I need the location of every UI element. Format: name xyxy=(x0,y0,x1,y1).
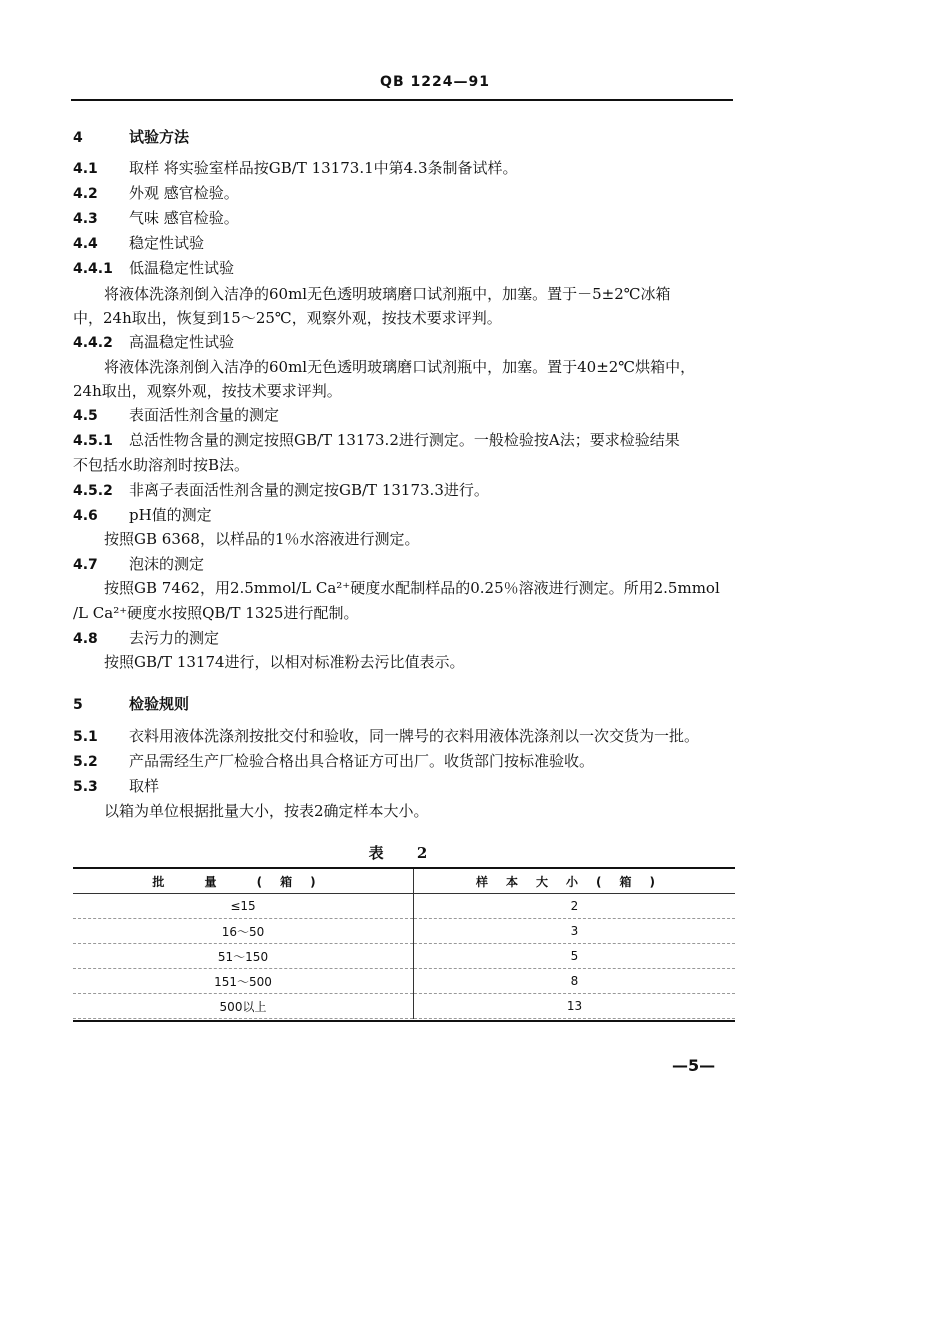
clause-line: 5.1 衣料用液体洗涤剂按批交付和验收，同一牌号的衣料用液体洗涤剂以一次交货为一批。 xyxy=(73,727,700,745)
body-line: 将液体洗涤剂倒入洁净的60ml无色透明玻璃磨口试剂瓶中，加塞。置于－5±2℃冰箱 xyxy=(104,285,671,303)
table-row xyxy=(73,994,735,1019)
table-header-row xyxy=(73,869,735,894)
clause-line: 5.2 产品需经生产厂检验合格出具合格证方可出厂。收货部门按标准验收。 xyxy=(73,752,595,770)
batch-cell: 16～50 xyxy=(73,919,414,944)
batch-cell: 51～150 xyxy=(73,944,414,969)
body-line: 按照GB 7462，用2.5mmol/L Ca²⁺硬度水配制样品的0.25％溶液进行测定。所用2.5mmol xyxy=(104,579,720,597)
body-line: 不包括水助溶剂时按B法。 xyxy=(73,456,250,474)
table-row xyxy=(73,944,735,969)
body-line: 将液体洗涤剂倒入洁净的60ml无色透明玻璃磨口试剂瓶中，加塞。置于40±2℃烘箱中， xyxy=(104,358,696,376)
clause-line: 4.5.1 总活性物含量的测定按照GB/T 13173.2进行测定。一般检验按A法；要求检验结果 xyxy=(73,431,680,449)
section-heading: 5 检验规则 xyxy=(73,695,190,713)
clause-line: 4.1 取样 将实验室样品按GB/T 13173.1中第4.3条制备试样。 xyxy=(73,159,518,177)
clause-line: 4.8 去污力的测定 xyxy=(73,629,220,647)
column-header-batch: 批 量 (箱) xyxy=(73,869,414,894)
batch-cell: 151～500 xyxy=(73,969,414,994)
page-number: —5— xyxy=(672,1056,716,1075)
standard-code: QB 1224—91 xyxy=(380,74,490,90)
body-line: 以箱为单位根据批量大小，按表2确定样本大小。 xyxy=(104,802,429,820)
body-line: 按照GB/T 13174进行，以相对标准粉去污比值表示。 xyxy=(104,653,465,671)
body-line: 按照GB 6368，以样品的1％水溶液进行测定。 xyxy=(104,530,420,548)
body-line: /L Ca²⁺硬度水按照QB/T 1325进行配制。 xyxy=(73,604,359,622)
clause-line: 4.5.2 非离子表面活性剂含量的测定按GB/T 13173.3进行。 xyxy=(73,481,489,499)
body-line: 24h取出，观察外观，按技术要求评判。 xyxy=(73,382,342,400)
section-heading: 4 试验方法 xyxy=(73,128,190,146)
column-header-sample: 样本大小(箱) xyxy=(414,869,736,894)
clause-line: 4.2 外观 感官检验。 xyxy=(73,184,239,202)
clause-line: 4.5 表面活性剂含量的测定 xyxy=(73,406,280,424)
table-caption: 表 2 xyxy=(368,844,442,862)
clause-line: 4.7 泡沫的测定 xyxy=(73,555,205,573)
sample-cell: 2 xyxy=(414,894,736,919)
header-rule xyxy=(71,99,733,101)
sample-cell: 5 xyxy=(414,944,736,969)
table-row xyxy=(73,894,735,919)
sample-size-table xyxy=(73,869,735,1019)
sample-cell: 8 xyxy=(414,969,736,994)
sample-cell: 3 xyxy=(414,919,736,944)
clause-line: 4.4.2 高温稳定性试验 xyxy=(73,333,235,351)
table-row xyxy=(73,969,735,994)
clause-line: 4.6 pH值的测定 xyxy=(73,506,212,524)
clause-line: 4.3 气味 感官检验。 xyxy=(73,209,239,227)
table-row xyxy=(73,919,735,944)
batch-cell: 500以上 xyxy=(73,994,414,1019)
clause-line: 5.3 取样 xyxy=(73,777,160,795)
batch-cell: ≤15 xyxy=(73,894,414,919)
table-bottom-rule xyxy=(73,1020,735,1022)
body-line: 中，24h取出，恢复到15～25℃，观察外观，按技术要求评判。 xyxy=(73,309,502,327)
clause-line: 4.4 稳定性试验 xyxy=(73,234,205,252)
sample-cell: 13 xyxy=(414,994,736,1019)
clause-line: 4.4.1 低温稳定性试验 xyxy=(73,259,235,277)
